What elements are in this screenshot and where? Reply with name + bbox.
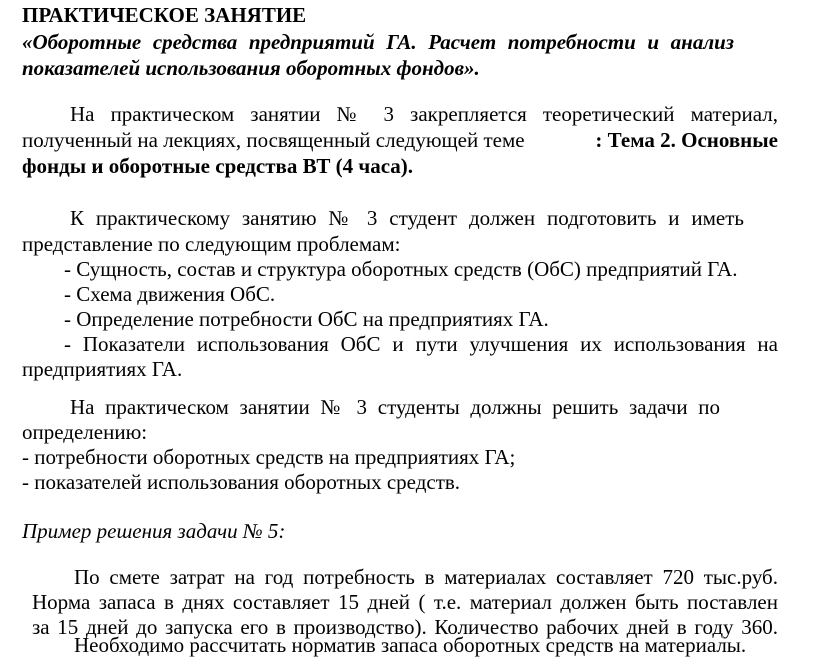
preparation-line-2: представление по следующим проблемам: — [22, 232, 401, 256]
intro-line-1: На практическом занятии № 3 закрепляется теоретический материал, — [70, 102, 778, 126]
preparation-item-1: - Сущность, состав и структура оборотных средств (ОбС) предприятий ГА. — [64, 257, 738, 281]
tasks-line-1: На практическом занятии № 3 студенты должны решить задачи по — [70, 395, 720, 419]
tasks-item-1: - потребности оборотных средств на предприятиях ГА; — [22, 445, 516, 469]
intro-line-2-text: полученный на лекциях, посвященный следующей теме — [22, 128, 525, 152]
subtitle-line-1: «Оборотные средства предприятий ГА. Расчет потребности и анализ — [22, 30, 734, 54]
preparation-item-4: - Показатели использования ОбС и пути улучшения их использования на — [64, 332, 778, 356]
preparation-item-3: - Определение потребности ОбС на предприятиях ГА. — [64, 307, 549, 331]
preparation-line-1: К практическому занятию № 3 студент должен подготовить и иметь — [70, 206, 744, 230]
example-line-4: Необходимо рассчитать норматив запаса оборотных средств на материалы. — [74, 633, 747, 657]
tasks-line-2: определению: — [22, 420, 148, 444]
tasks-item-2: - показателей использования оборотных средств. — [22, 470, 461, 494]
preparation-item-4-cont: предприятиях ГА. — [22, 357, 183, 381]
example-line-2: Норма запаса в днях составляет 15 дней ( т.е. материал должен быть поставлен — [32, 590, 778, 614]
preparation-item-2: - Схема движения ОбС. — [64, 282, 276, 306]
topic-label: : Тема 2. Основные — [595, 128, 778, 152]
intro-line-3: фонды и оборотные средства ВТ (4 часа). — [22, 154, 414, 178]
subtitle-line-2: показателей использования оборотных фондов». — [22, 56, 480, 80]
page-title: ПРАКТИЧЕСКОЕ ЗАНЯТИЕ — [22, 3, 307, 27]
example-line-3: за 15 дней до запуска его в производство). Количество рабочих дней в году 360. — [32, 615, 778, 639]
intro-line-2 — [22, 127, 778, 153]
example-heading: Пример решения задачи № 5: — [22, 519, 286, 543]
example-line-1: По смете затрат на год потребность в материалах составляет 720 тыс.руб. — [74, 565, 778, 589]
